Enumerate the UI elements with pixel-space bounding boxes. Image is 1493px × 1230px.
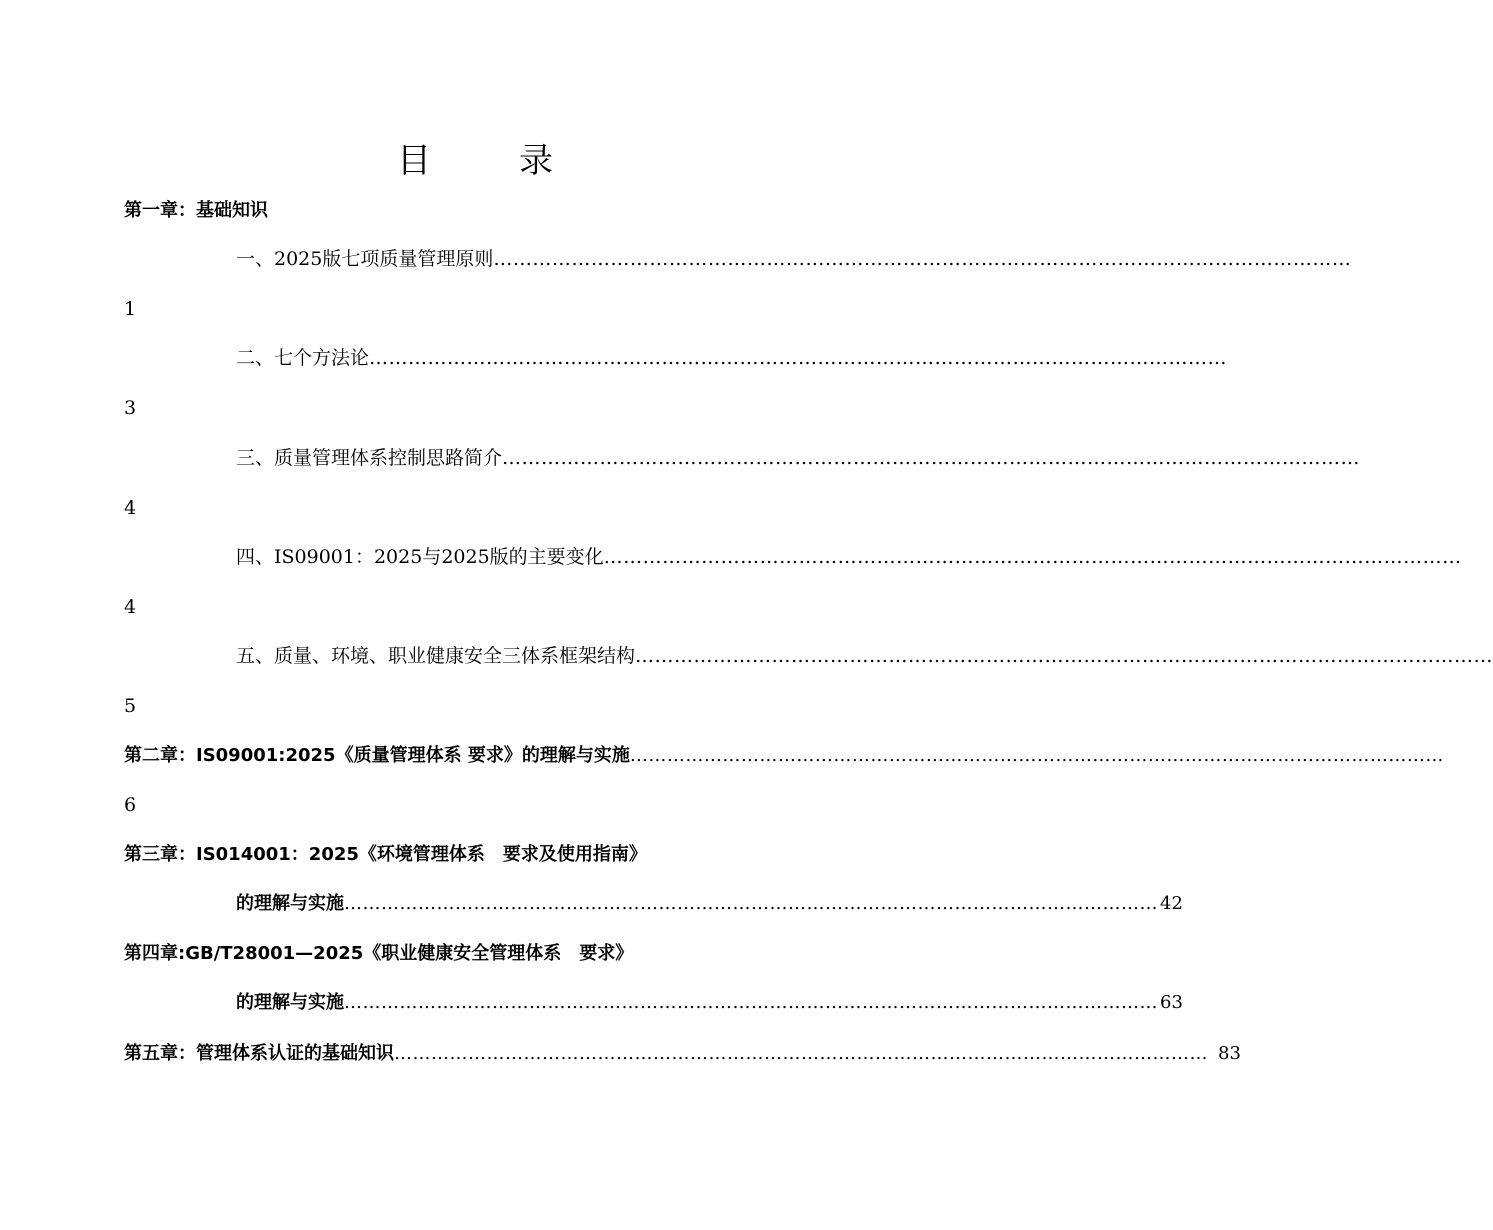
toc-chapter-4-subtitle: 的理解与实施 — [236, 992, 344, 1013]
toc-chapter-2[interactable] — [124, 741, 1444, 771]
title-char-2: 录 — [519, 141, 553, 181]
toc-page-number: 1 — [124, 298, 137, 320]
dot-leader: …………………………………………………………………………………………………………………… — [493, 248, 1352, 270]
dot-leader: …………………………………………………………………………………………………………………… — [629, 745, 1444, 766]
toc-page-number: 42 — [1160, 893, 1183, 914]
toc-entry[interactable] — [236, 641, 1493, 671]
toc-page-number: 6 — [124, 794, 137, 816]
toc-page-number: 4 — [124, 497, 137, 519]
toc-chapter-1[interactable] — [124, 196, 826, 226]
dot-leader: …………………………………………………………………………………………………………………… — [344, 893, 1158, 914]
toc-page-number: 4 — [124, 596, 137, 618]
toc-chapter-2-label: 第二章：IS09001:2025《质量管理体系 要求》的理解与实施 — [124, 745, 630, 766]
toc-page-number: 3 — [124, 397, 137, 419]
toc-entry-title: 二、七个方法论 — [236, 347, 370, 369]
toc-page-number: 5 — [124, 695, 137, 717]
toc-chapter-3-subtitle: 的理解与实施 — [236, 893, 344, 914]
toc-chapter-3-sub[interactable] — [236, 889, 1183, 919]
toc-entry-title: 五、质量、环境、职业健康安全三体系框架结构 — [236, 645, 636, 667]
toc-chapter-5-label: 第五章：管理体系认证的基础知识 — [124, 1043, 394, 1064]
toc-chapter-4-sub[interactable] — [236, 988, 1183, 1018]
toc-chapter-1-label: 第一章：基础知识 — [124, 200, 268, 221]
toc-entry[interactable] — [236, 343, 1228, 373]
toc-entry-title: 一、2025版七项质量管理原则 — [236, 248, 494, 270]
dot-leader: …………………………………………………………………………………………………………………… — [369, 347, 1228, 369]
dot-leader: …………………………………………………………………………………………………………………… — [344, 992, 1158, 1013]
dot-leader: …………………………………………………………………………………………………………………… — [635, 645, 1493, 667]
page-title — [0, 133, 950, 182]
title-char-1: 目 — [397, 141, 431, 181]
dot-leader: …………………………………………………………………………………………………………………… — [603, 546, 1462, 568]
dot-leader: …………………………………………………………………………………………………………………… — [394, 1043, 1208, 1064]
toc-page-number: 83 — [1218, 1043, 1241, 1064]
toc-entry[interactable] — [236, 244, 1352, 274]
toc-chapter-3[interactable] — [124, 840, 826, 870]
toc-page-number: 63 — [1160, 992, 1183, 1013]
toc-chapter-4[interactable] — [124, 939, 826, 969]
dot-leader: …………………………………………………………………………………………………………………… — [502, 447, 1361, 469]
toc-chapter-3-label: 第三章：IS014001：2025《环境管理体系 要求及使用指南》 — [124, 844, 647, 865]
toc-chapter-4-label: 第四章:GB/T28001—2025《职业健康安全管理体系 要求》 — [124, 943, 634, 964]
toc-entry-title: 四、IS09001：2025与2025版的主要变化 — [236, 546, 604, 568]
toc-chapter-5[interactable] — [124, 1039, 1241, 1069]
toc-entry-title: 三、质量管理体系控制思路简介 — [236, 447, 503, 469]
toc-entry[interactable] — [236, 542, 1462, 572]
toc-entry[interactable] — [236, 443, 1361, 473]
